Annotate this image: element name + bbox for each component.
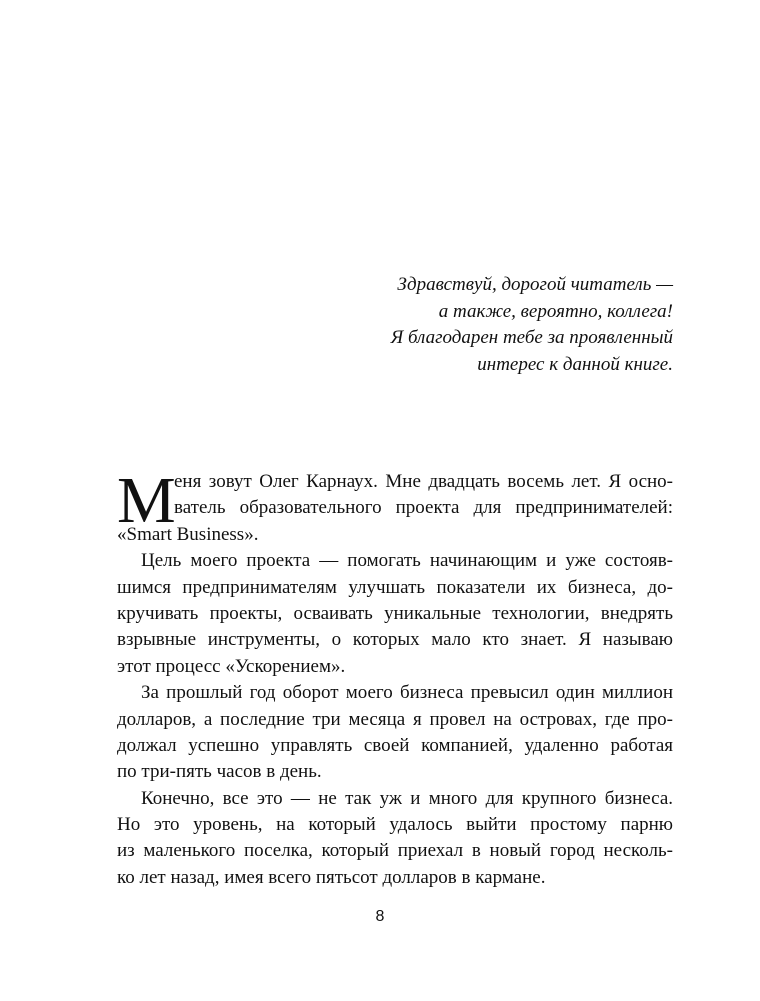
text-line: еня зовут Олег Карнаух. Мне двадцать восемь лет. Я осно- (174, 471, 673, 492)
text-line: Конечно, все это — не так уж и много для крупного бизнеса. (141, 787, 673, 809)
epigraph-line: Я благодарен тебе за проявленный (390, 327, 673, 348)
text-line: Но это уровень, на который удалось выйти простому парню (117, 814, 673, 836)
epigraph-line: а также, вероятно, коллега! (438, 300, 673, 322)
text-line: долларов, а последние три месяца я провел на островах, где про- (117, 708, 673, 730)
text-line: ватель образовательного проекта для предпринимателей: (174, 497, 673, 519)
paragraph-goal (117, 548, 673, 680)
epigraph-line: интерес к данной книге. (477, 353, 673, 375)
drop-cap: М (117, 464, 176, 537)
paragraph-results (117, 680, 673, 786)
text-line: «Smart Business». (117, 523, 259, 545)
page-number: 8 (375, 908, 385, 925)
text-line: ко лет назад, имея всего пятьсот долларов в кармане. (117, 866, 546, 888)
paragraph-intro (117, 464, 673, 548)
epigraph (253, 272, 673, 378)
text-line: Цель моего проекта — помогать начинающим и уже состояв- (141, 550, 673, 572)
text-line: из маленького поселка, который приехал в новый город несколь- (117, 840, 673, 862)
text-line: взрывные инструменты, о которых мало кто знает. Я называю (117, 629, 673, 651)
text-line: должал успешно управлять своей компанией, удаленно работая (117, 734, 673, 756)
text-line: по три-пять часов в день. (117, 761, 322, 783)
text-line: этот процесс «Ускорением». (117, 655, 346, 677)
paragraph-conclusion (117, 786, 673, 892)
text-line: шимся предпринимателям улучшать показатели их бизнеса, до- (117, 576, 673, 598)
body-text (117, 464, 673, 891)
epigraph-line: Здравствуй, дорогой читатель — (397, 274, 673, 295)
text-line: кручивать проекты, осваивать уникальные технологии, внедрять (117, 602, 673, 624)
text-line: За прошлый год оборот моего бизнеса превысил один миллион (141, 682, 673, 704)
